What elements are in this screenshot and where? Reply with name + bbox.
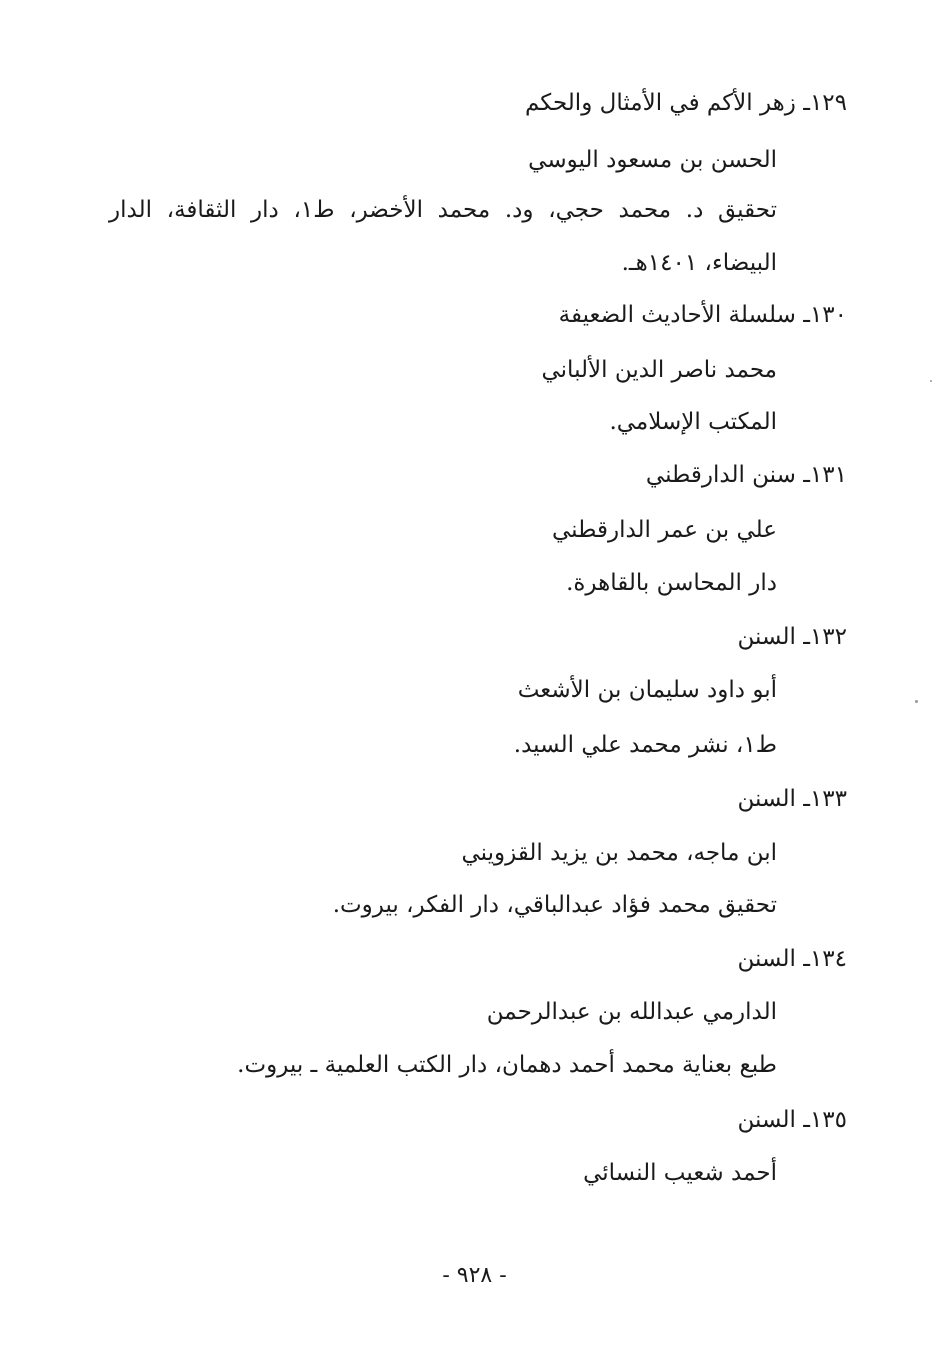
entry-author: محمد ناصر الدين الألباني: [541, 357, 777, 383]
entry-title: ١٣٥ـ السنن: [737, 1107, 847, 1133]
scan-speck: [930, 380, 932, 382]
entry-publication: طبع بعناية محمد أحمد دهمان، دار الكتب العلمية ـ بيروت.: [237, 1052, 777, 1078]
entry-publication: دار المحاسن بالقاهرة.: [566, 570, 777, 596]
entry-publication-continued: البيضاء، ١٤٠١هـ.: [621, 250, 777, 276]
entry-author: الدارمي عبدالله بن عبدالرحمن: [486, 999, 777, 1025]
entry-author: علي بن عمر الدارقطني: [551, 517, 777, 543]
entry-author: ابن ماجه، محمد بن يزيد القزويني: [461, 840, 777, 866]
entry-title: ١٣١ـ سنن الدارقطني: [645, 462, 847, 488]
entry-title: ١٣٣ـ السنن: [737, 786, 847, 812]
entry-title: ١٣٢ـ السنن: [737, 624, 847, 650]
entry-title: ١٣٤ـ السنن: [737, 946, 847, 972]
entry-title: ١٢٩ـ زهر الأكم في الأمثال والحكم: [524, 90, 847, 116]
entry-author: أحمد شعيب النسائي: [583, 1160, 777, 1186]
entry-title: ١٣٠ـ سلسلة الأحاديث الضعيفة: [558, 302, 847, 328]
entry-publication: تحقيق محمد فؤاد عبدالباقي، دار الفكر، بيروت.: [332, 892, 777, 918]
entry-author: الحسن بن مسعود اليوسي: [528, 147, 777, 173]
page-number: - ٩٢٨ -: [442, 1263, 507, 1288]
scan-speck: [915, 700, 918, 703]
entry-publication: تحقيق د. محمد حجي، ود. محمد الأخضر، ط١، دار الثقافة، الدار: [109, 197, 777, 223]
entry-publication: ط١، نشر محمد علي السيد.: [513, 732, 777, 758]
entry-publication: المكتب الإسلامي.: [609, 409, 777, 435]
entry-author: أبو داود سليمان بن الأشعث: [517, 677, 777, 703]
